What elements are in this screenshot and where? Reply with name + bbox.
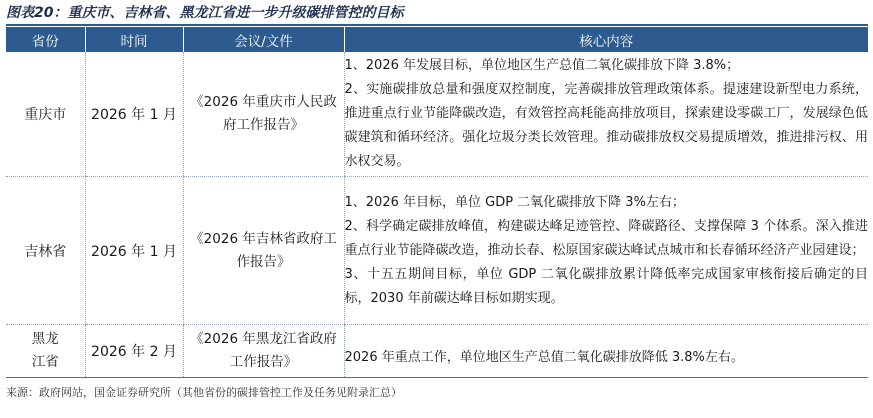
document-cell <box>183 177 344 325</box>
table-row-jilin <box>6 177 868 325</box>
document-title: 《2026 年吉林省政府工作报告》 <box>190 230 337 270</box>
table-header-row <box>6 27 868 52</box>
content-item: 2、实施碳排放总量和强度双控制度，完善碳排放管理政策体系。提速建设新型电力系统，推进重点行业节能降碳改造，有效管控高耗能高排放项目，探索建设零碳工厂，发展绿色低碳建筑和循环经济。强化垃圾分类长效管理。推动碳排放权交易提质增效，推进排污权、用水权交易。 <box>344 82 868 169</box>
province-cell <box>6 325 85 378</box>
content-cell <box>344 177 868 325</box>
header-content: 核心内容 <box>344 27 868 52</box>
province-name: 黑龙江省 <box>31 331 59 370</box>
content-cell <box>344 52 868 177</box>
header-province: 省份 <box>6 27 85 52</box>
table-row-heilongjiang <box>6 325 868 378</box>
header-document: 会议/文件 <box>183 27 344 52</box>
content-item: 2、科学确定碳排放峰值，构建碳达峰足迹管控、降碳路径、支撑保障 3 个体系。深入推进重点行业节能降碳改造，推动长春、松原国家碳达峰试点城市和长春循环经济产业园建设； <box>344 218 868 258</box>
content-item: 2026 年重点工作，单位地区生产总值二氧化碳排放降低 3.8%左右。 <box>344 350 744 365</box>
content-item: 3、十五五期间目标，单位 GDP 二氧化碳排放累计降低率完成国家审核衔接后确定的目标，2030 年前碳达峰目标如期实现。 <box>344 266 868 306</box>
targets-table <box>6 27 868 378</box>
table-bottom-rule <box>6 377 868 378</box>
time-cell: 2026 年 1 月 <box>85 52 183 177</box>
header-time: 时间 <box>85 27 183 52</box>
document-title: 《2026 年黑龙江省政府工作报告》 <box>190 331 337 370</box>
content-item: 1、2026 年发展目标，单位地区生产总值二氧化碳排放下降 3.8%； <box>344 58 740 73</box>
time-cell: 2026 年 1 月 <box>85 177 183 325</box>
content-cell <box>344 325 868 378</box>
title-rule <box>6 24 868 26</box>
content-item: 1、2026 年目标，单位 GDP 二氧化碳排放下降 3%左右； <box>344 194 685 210</box>
document-cell <box>183 325 344 378</box>
document-cell <box>183 52 344 177</box>
document-title: 《2026 年重庆市人民政府工作报告》 <box>190 94 337 133</box>
figure-title: 图表20：重庆市、吉林省、黑龙江省进一步升级碳排管控的目标 <box>6 5 404 21</box>
time-cell: 2026 年 2 月 <box>85 325 183 378</box>
table-row-chongqing <box>6 52 868 177</box>
province-cell: 重庆市 <box>6 52 85 177</box>
source-note: 来源：政府网站，国金证券研究所（其他省份的碳排管控工作及任务见附录汇总） <box>6 386 402 399</box>
province-cell: 吉林省 <box>6 177 85 325</box>
